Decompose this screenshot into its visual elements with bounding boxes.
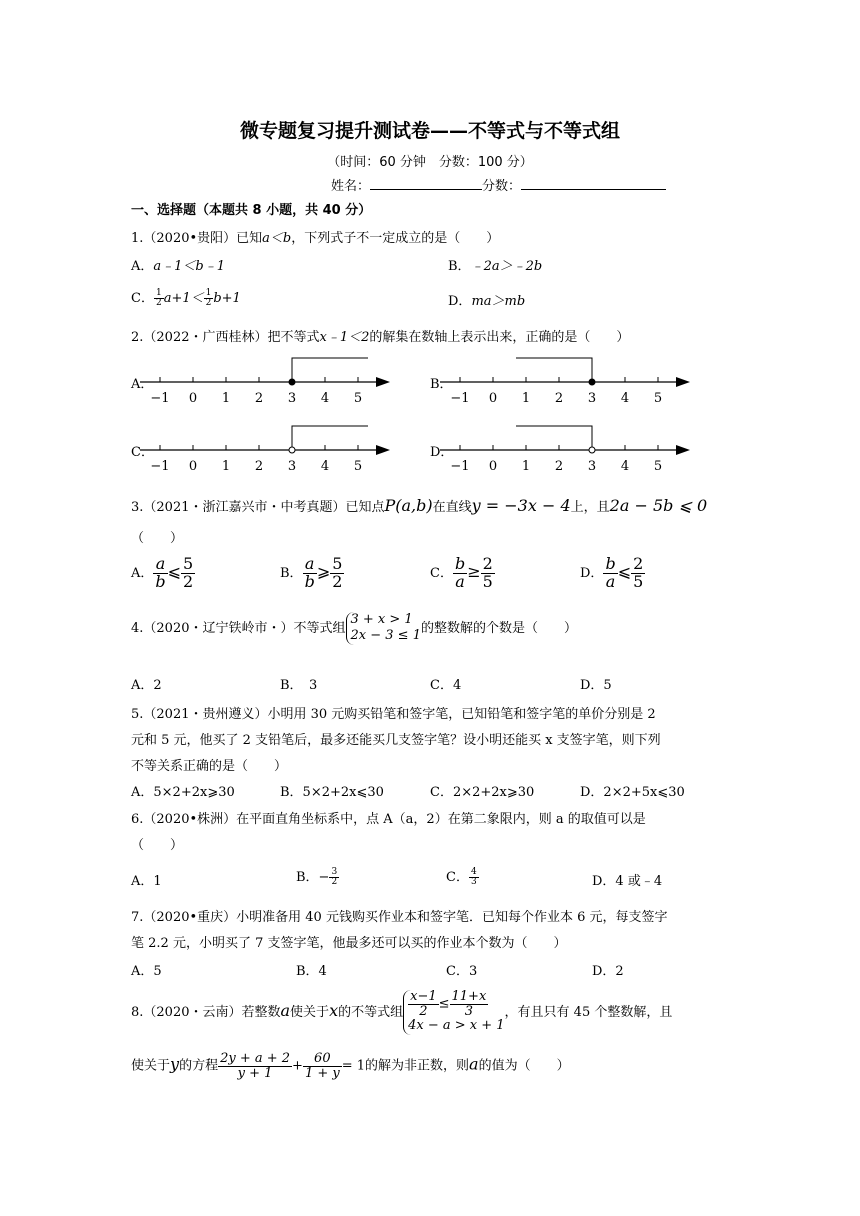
q2-option-b-label[interactable]: B． <box>430 377 453 392</box>
q3-option-b[interactable]: B． $\frac{a}{b}$ ⩾ $\frac{5}{2}$ <box>280 554 343 591</box>
tick-label: 4 <box>620 459 630 473</box>
q3-option-c[interactable]: C． $\frac{b}{a}$ ≥ $\frac{2}{5}$ <box>430 554 493 591</box>
question-5-line1: 5.（2021・贵州遵义）小明用 30 元购买铅笔和签字笔，已知铅笔和签字笔的单价分别是 2 <box>131 707 656 722</box>
name-label: 姓名： <box>331 179 371 194</box>
q2-option-c-label[interactable]: C． <box>131 445 154 460</box>
q7-option-a[interactable]: A．5 <box>131 964 162 979</box>
tick-label: −1 <box>450 391 470 405</box>
q6-option-b[interactable]: B．− $\frac{3}{2}$ <box>296 866 338 887</box>
solution-bracket <box>292 426 368 450</box>
q1-option-c[interactable]: C． $\frac{1}{2}$ a+1＜ $\frac{1}{2}$ b+1 <box>131 287 241 308</box>
q7-option-c[interactable]: C．3 <box>446 964 478 979</box>
section-heading: 一、选择题（本题共 8 小题，共 40 分） <box>131 203 372 218</box>
q5-option-d[interactable]: D．2×2+5x⩽30 <box>580 785 685 800</box>
solution-bracket <box>516 426 592 450</box>
tick-label: 2 <box>554 391 564 405</box>
open-point <box>289 447 295 453</box>
q5-option-b[interactable]: B．5×2+2x⩽30 <box>280 785 384 800</box>
q5-option-a[interactable]: A．5×2+2x⩾30 <box>131 785 235 800</box>
tick-label: 5 <box>653 459 663 473</box>
open-point <box>589 447 595 453</box>
tick-label: 3 <box>287 391 297 405</box>
name-score-line <box>331 175 666 194</box>
q2-number-line-b <box>440 350 700 405</box>
q1-option-a[interactable]: A．a﹣1＜b﹣1 <box>131 259 226 274</box>
q7-option-b[interactable]: B．4 <box>296 964 327 979</box>
tick-label: 1 <box>221 459 231 473</box>
q4-inequality-system: 3 + x > 1 2x − 3 ≤ 1 <box>346 612 421 645</box>
q4-option-c[interactable]: C．4 <box>430 678 462 693</box>
q3-option-d[interactable]: D． $\frac{b}{a}$ ⩽ $\frac{2}{5}$ <box>580 554 644 591</box>
tick-label: 3 <box>587 391 597 405</box>
question-7-line2: 笔 2.2 元，小明买了 7 支签字笔，他最多还可以买的作业本个数为（ ） <box>131 936 567 951</box>
tick-label: 4 <box>320 391 330 405</box>
tick-label: 2 <box>554 459 564 473</box>
arrow-icon <box>376 377 390 387</box>
q8-inequality-system: $\frac{x-1}{2}$ ≤ $\frac{11+x}{3}$ 4x − a > x + 1 <box>403 990 504 1035</box>
tick-label: 0 <box>488 391 498 405</box>
q2-option-d-label[interactable]: D． <box>430 445 454 460</box>
q4-option-b[interactable]: B． 3 <box>280 678 318 693</box>
q6-option-a[interactable]: A．1 <box>131 874 162 889</box>
q5-option-c[interactable]: C．2×2+2x⩾30 <box>430 785 535 800</box>
q6-option-c[interactable]: C． $\frac{4}{3}$ <box>446 866 477 887</box>
tick-label: 5 <box>353 391 363 405</box>
tick-label: 3 <box>587 459 597 473</box>
solution-bracket <box>292 358 368 382</box>
tick-label: 5 <box>653 391 663 405</box>
tick-label: 0 <box>188 391 198 405</box>
score-blank[interactable] <box>521 176 666 190</box>
question-2-stem: 2.（2022・广西桂林）把不等式x﹣1＜2的解集在数轴上表示出来，正确的是（ ） <box>131 330 630 345</box>
tick-label: 1 <box>221 391 231 405</box>
question-5-line2: 元和 5 元，他买了 2 支铅笔后，最多还能买几支签字笔？设小明还能买 x 支签字笔，则下列 <box>131 733 661 748</box>
q4-option-a[interactable]: A．2 <box>131 678 162 693</box>
arrow-icon <box>676 445 690 455</box>
question-1-stem: 1.（2020•贵阳）已知a＜b，下列式子不一定成立的是（ ） <box>131 231 500 246</box>
q2-option-a-label[interactable]: A． <box>131 377 154 392</box>
q1-option-d[interactable]: D．ma＞mb <box>448 294 526 309</box>
tick-label: 5 <box>353 459 363 473</box>
q2-number-line-c <box>140 418 400 473</box>
arrow-icon <box>376 445 390 455</box>
tick-label: 1 <box>521 391 531 405</box>
tick-label: 3 <box>287 459 297 473</box>
q2-number-line-a <box>140 350 400 405</box>
tick-label: 0 <box>188 459 198 473</box>
closed-point <box>289 379 295 385</box>
question-3-stem: 3.（2021・浙江嘉兴市・中考真题）已知点P(a,b)在直线y = −3x − 4上，且2a − 5b ⩽ 0 <box>131 496 708 515</box>
tick-label: 1 <box>521 459 531 473</box>
q3-option-a[interactable]: A． $\frac{a}{b}$ ⩽ $\frac{5}{2}$ <box>131 554 194 591</box>
q1-option-b[interactable]: B．﹣2a＞﹣2b <box>448 259 543 274</box>
tick-label: −1 <box>150 459 170 473</box>
arrow-icon <box>676 377 690 387</box>
tick-label: −1 <box>150 391 170 405</box>
tick-label: 4 <box>320 459 330 473</box>
q7-option-d[interactable]: D．2 <box>592 964 624 979</box>
q4-option-d[interactable]: D．5 <box>580 678 612 693</box>
q3-paren: （ ） <box>131 531 184 546</box>
q6-option-d[interactable]: D．4 或﹣4 <box>592 874 663 889</box>
closed-point <box>589 379 595 385</box>
question-8-line1: 8.（2020・云南）若整数a使关于x的不等式组 $\frac{x-1}{2}$ ≤ $\frac{11+x}{3}$ 4x − a > x + 1 ，有且只有 45 个整数解，且 <box>131 989 673 1034</box>
name-blank[interactable] <box>370 176 482 190</box>
tick-label: 0 <box>488 459 498 473</box>
solution-bracket <box>516 358 592 382</box>
question-8-line2: 使关于y的方程 $\frac{2y + a + 2}{y + 1}$ + $\frac{60}{1 + y}$ = 1的解为非正数，则a的值为（ ） <box>131 1051 570 1081</box>
question-6-line2: （ ） <box>131 838 184 853</box>
exam-time-score: （时间：60 分钟 分数：100 分） <box>327 155 533 170</box>
tick-label: 4 <box>620 391 630 405</box>
tick-label: 2 <box>254 391 264 405</box>
tick-label: 2 <box>254 459 264 473</box>
page-title: 微专题复习提升测试卷——不等式与不等式组 <box>239 120 620 142</box>
question-6-line1: 6.（2020•株洲）在平面直角坐标系中，点 A（a，2）在第二象限内，则 a 的取值可以是 <box>131 812 646 827</box>
question-5-line3: 不等关系正确的是（ ） <box>131 759 288 774</box>
q2-number-line-d <box>440 418 700 473</box>
score-label: 分数： <box>482 179 522 194</box>
tick-label: −1 <box>450 459 470 473</box>
question-7-line1: 7.（2020•重庆）小明准备用 40 元钱购买作业本和签字笔．已知每个作业本 6 元，每支签字 <box>131 910 668 925</box>
question-4-stem: 4.（2020・辽宁铁岭市・）不等式组 3 + x > 1 2x − 3 ≤ 1 的整数解的个数是（ ） <box>131 612 577 644</box>
